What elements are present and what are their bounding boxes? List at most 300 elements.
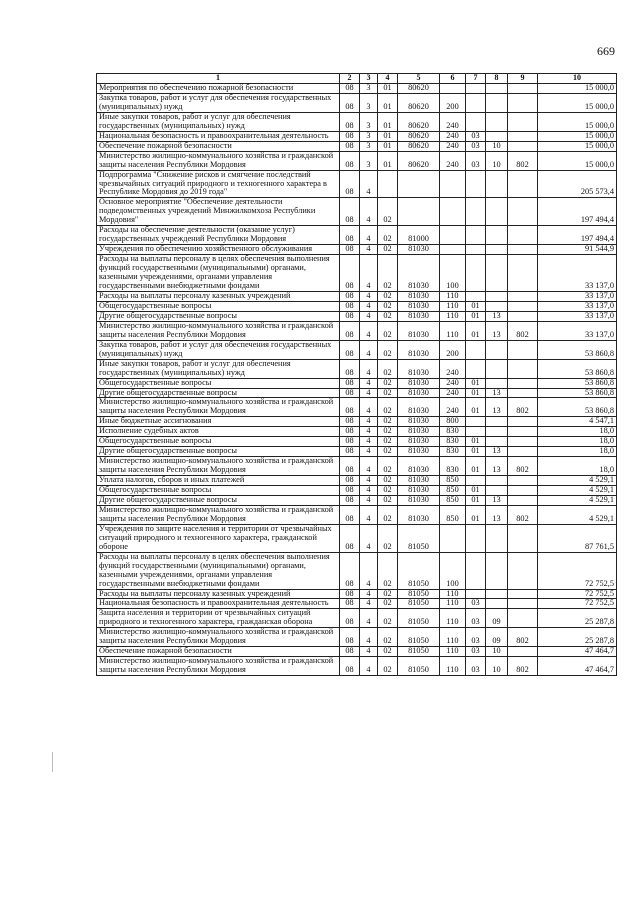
amount-cell: 4 547,1 [538,417,617,427]
section-cell: 01 [466,311,486,321]
grbs-code-cell [508,245,538,255]
page-number: 669 [597,44,615,58]
subsection-cell: 13 [486,505,508,524]
grbs-code-cell [508,112,538,131]
amount-cell: 33 137,0 [538,255,617,292]
expense-name-cell: Общегосударственные вопросы [97,378,340,388]
program-code-cell: 3 [360,84,378,94]
expense-type-cell: 110 [440,311,466,321]
program-code-cell: 3 [360,112,378,131]
expense-type-cell: 240 [440,378,466,388]
expense-type-cell: 110 [440,647,466,657]
grbs-code-cell [508,589,538,599]
expense-name-cell: Другие общегосударственные вопросы [97,447,340,457]
target-article-cell [398,198,440,226]
section-cell [466,524,486,552]
section-cell: 01 [466,398,486,417]
expense-name-cell: Расходы на выплаты персоналу в целях обеспечения выполнения функций государственными (муниципальными) органами, казенными учреждениями, органами управления государственными внебюджетными фондами [97,255,340,292]
subprogram-code-cell: 02 [378,226,398,245]
subsection-cell: 10 [486,141,508,151]
expense-type-cell: 830 [440,437,466,447]
table-row [97,93,617,112]
table-row [97,609,617,628]
program-code-cell: 4 [360,524,378,552]
program-code-cell: 4 [360,647,378,657]
grbs-code-cell [508,476,538,486]
subsection-cell: 13 [486,495,508,505]
target-article-cell: 81030 [398,447,440,457]
subsection-cell [486,417,508,427]
target-article-cell: 81050 [398,657,440,676]
expense-name-cell: Основное мероприятие "Обеспечение деятельности подведомственных учреждений Минжилкомхоза Республики Мордовия" [97,198,340,226]
subprogram-code-cell: 02 [378,437,398,447]
table-row [97,647,617,657]
grbs-code-cell [508,388,538,398]
grbs-code-cell [508,131,538,141]
ministry-code-cell: 08 [340,599,360,609]
ministry-code-cell: 08 [340,170,360,198]
expense-type-cell: 850 [440,495,466,505]
section-cell: 01 [466,495,486,505]
grbs-code-cell [508,599,538,609]
target-article-cell: 81030 [398,486,440,496]
expense-type-cell: 100 [440,255,466,292]
subprogram-code-cell: 01 [378,93,398,112]
grbs-code-cell: 802 [508,457,538,476]
subprogram-code-cell: 01 [378,131,398,141]
expense-name-cell: Иные закупки товаров, работ и услуг для обеспечения государственных (муниципальных) нужд [97,359,340,378]
scan-margin-mark [52,752,53,772]
table-row [97,457,617,476]
subprogram-code-cell: 01 [378,112,398,131]
expense-name-cell: Расходы на выплаты персоналу в целях обеспечения выполнения функций государственными (муниципальными) органами, казенными учреждениями, органами управления государственными внебюджетными фондами [97,552,340,589]
section-cell [466,552,486,589]
subsection-cell [486,599,508,609]
section-cell: 03 [466,657,486,676]
target-article-cell: 81030 [398,495,440,505]
expense-type-cell: 200 [440,93,466,112]
ministry-code-cell: 08 [340,141,360,151]
program-code-cell: 4 [360,321,378,340]
amount-cell: 15 000,0 [538,151,617,170]
expense-name-cell: Другие общегосударственные вопросы [97,388,340,398]
table-row [97,359,617,378]
expense-name-cell: Национальная безопасность и правоохранительная деятельность [97,131,340,141]
table-row [97,245,617,255]
grbs-code-cell [508,437,538,447]
expense-name-cell: Расходы на выплаты персоналу казенных учреждений [97,589,340,599]
column-header: 9 [508,74,538,84]
target-article-cell: 81030 [398,245,440,255]
expense-name-cell: Общегосударственные вопросы [97,437,340,447]
ministry-code-cell: 08 [340,427,360,437]
expense-type-cell: 850 [440,505,466,524]
expense-type-cell: 240 [440,398,466,417]
program-code-cell: 4 [360,255,378,292]
expense-name-cell: Иные бюджетные ассигнования [97,417,340,427]
target-article-cell: 81030 [398,457,440,476]
section-cell: 01 [466,388,486,398]
program-code-cell: 4 [360,486,378,496]
grbs-code-cell: 802 [508,151,538,170]
amount-cell: 197 494,4 [538,226,617,245]
expense-name-cell: Закупка товаров, работ и услуг для обеспечения государственных (муниципальных) нужд [97,340,340,359]
expense-name-cell: Защита населения и территории от чрезвычайных ситуаций природного и техногенного характера, гражданская оборона [97,609,340,628]
subsection-cell [486,131,508,141]
expense-name-cell: Учреждения по обеспечению хозяйственного обслуживания [97,245,340,255]
ministry-code-cell: 08 [340,457,360,476]
expense-name-cell: Министерство жилищно-коммунального хозяйства и гражданской защиты населения Республики Мордовия [97,505,340,524]
subprogram-code-cell: 02 [378,476,398,486]
subprogram-code-cell: 02 [378,552,398,589]
section-cell: 03 [466,599,486,609]
amount-cell: 15 000,0 [538,93,617,112]
grbs-code-cell [508,141,538,151]
ministry-code-cell: 08 [340,647,360,657]
grbs-code-cell [508,170,538,198]
target-article-cell: 80620 [398,131,440,141]
section-cell [466,198,486,226]
ministry-code-cell: 08 [340,524,360,552]
program-code-cell: 4 [360,378,378,388]
subprogram-code-cell: 01 [378,84,398,94]
amount-cell: 205 573,4 [538,170,617,198]
amount-cell: 4 529,1 [538,495,617,505]
section-cell [466,291,486,301]
subsection-cell [486,486,508,496]
table-row [97,437,617,447]
subprogram-code-cell: 02 [378,486,398,496]
ministry-code-cell: 08 [340,301,360,311]
amount-cell: 15 000,0 [538,84,617,94]
column-header: 7 [466,74,486,84]
subsection-cell: 13 [486,311,508,321]
table-row [97,505,617,524]
target-article-cell: 81030 [398,398,440,417]
section-cell [466,226,486,245]
program-code-cell: 4 [360,552,378,589]
amount-cell: 72 752,5 [538,589,617,599]
program-code-cell: 4 [360,427,378,437]
expense-name-cell: Министерство жилищно-коммунального хозяйства и гражданской защиты населения Республики Мордовия [97,321,340,340]
subprogram-code-cell: 02 [378,495,398,505]
table-row [97,198,617,226]
subsection-cell [486,437,508,447]
ministry-code-cell: 08 [340,388,360,398]
target-article-cell: 81030 [398,291,440,301]
ministry-code-cell: 08 [340,291,360,301]
expense-name-cell: Учреждения по защите населения и территории от чрезвычайных ситуаций природного и техногенного характера, гражданской обороне [97,524,340,552]
subprogram-code-cell: 02 [378,301,398,311]
ministry-code-cell: 08 [340,198,360,226]
subprogram-code-cell: 02 [378,255,398,292]
table-row [97,398,617,417]
amount-cell: 15 000,0 [538,131,617,141]
expense-name-cell: Министерство жилищно-коммунального хозяйства и гражданской защиты населения Республики Мордовия [97,151,340,170]
table-row [97,495,617,505]
amount-cell: 33 137,0 [538,301,617,311]
subsection-cell [486,170,508,198]
target-article-cell: 81050 [398,552,440,589]
expense-name-cell: Министерство жилищно-коммунального хозяйства и гражданской защиты населения Республики Мордовия [97,628,340,647]
ministry-code-cell: 08 [340,589,360,599]
amount-cell: 18,0 [538,457,617,476]
expense-type-cell [440,524,466,552]
table-row [97,291,617,301]
expense-type-cell: 110 [440,657,466,676]
amount-cell: 53 860,8 [538,340,617,359]
grbs-code-cell [508,93,538,112]
expense-type-cell: 110 [440,628,466,647]
amount-cell: 18,0 [538,437,617,447]
subsection-cell [486,245,508,255]
expense-name-cell: Обеспечение пожарной безопасности [97,141,340,151]
section-cell: 03 [466,131,486,141]
table-row [97,340,617,359]
grbs-code-cell [508,84,538,94]
column-header: 10 [538,74,617,84]
target-article-cell: 80620 [398,141,440,151]
grbs-code-cell [508,255,538,292]
expense-type-cell: 240 [440,388,466,398]
target-article-cell: 81030 [398,388,440,398]
ministry-code-cell: 08 [340,476,360,486]
amount-cell: 91 544,9 [538,245,617,255]
section-cell: 01 [466,321,486,340]
subprogram-code-cell: 02 [378,321,398,340]
ministry-code-cell: 08 [340,340,360,359]
budget-table-body [97,84,617,676]
target-article-cell: 81030 [398,301,440,311]
program-code-cell: 3 [360,151,378,170]
expense-type-cell [440,84,466,94]
table-row [97,447,617,457]
subsection-cell: 13 [486,388,508,398]
column-header: 2 [340,74,360,84]
table-row [97,476,617,486]
program-code-cell: 4 [360,291,378,301]
grbs-code-cell [508,495,538,505]
amount-cell: 4 529,1 [538,505,617,524]
grbs-code-cell [508,524,538,552]
grbs-code-cell [508,311,538,321]
subsection-cell [486,427,508,437]
section-cell: 01 [466,378,486,388]
ministry-code-cell: 08 [340,398,360,417]
expense-type-cell: 200 [440,340,466,359]
program-code-cell: 4 [360,505,378,524]
target-article-cell: 81030 [398,255,440,292]
section-cell: 03 [466,609,486,628]
target-article-cell: 80620 [398,112,440,131]
expense-name-cell: Министерство жилищно-коммунального хозяйства и гражданской защиты населения Республики Мордовия [97,657,340,676]
subprogram-code-cell: 02 [378,589,398,599]
table-row [97,170,617,198]
subprogram-code-cell: 02 [378,457,398,476]
subsection-cell [486,359,508,378]
subsection-cell [486,524,508,552]
expense-type-cell [440,226,466,245]
table-row [97,417,617,427]
program-code-cell: 3 [360,93,378,112]
expense-type-cell: 110 [440,301,466,311]
program-code-cell: 4 [360,447,378,457]
program-code-cell: 4 [360,226,378,245]
subprogram-code-cell: 02 [378,359,398,378]
subsection-cell [486,476,508,486]
expense-type-cell: 110 [440,589,466,599]
target-article-cell: 81050 [398,599,440,609]
expense-name-cell: Мероприятия по обеспечению пожарной безопасности [97,84,340,94]
column-header: 6 [440,74,466,84]
ministry-code-cell: 08 [340,486,360,496]
ministry-code-cell: 08 [340,495,360,505]
expense-name-cell: Общегосударственные вопросы [97,486,340,496]
ministry-code-cell: 08 [340,505,360,524]
subprogram-code-cell: 02 [378,647,398,657]
table-row [97,599,617,609]
amount-cell: 15 000,0 [538,112,617,131]
amount-cell: 18,0 [538,427,617,437]
program-code-cell: 4 [360,417,378,427]
program-code-cell: 3 [360,141,378,151]
expense-name-cell: Министерство жилищно-коммунального хозяйства и гражданской защиты населения Республики Мордовия [97,398,340,417]
grbs-code-cell [508,417,538,427]
expense-type-cell: 800 [440,417,466,427]
subprogram-code-cell: 02 [378,599,398,609]
section-cell: 01 [466,301,486,311]
ministry-code-cell: 08 [340,447,360,457]
ministry-code-cell: 08 [340,93,360,112]
ministry-code-cell: 08 [340,321,360,340]
grbs-code-cell [508,486,538,496]
section-cell [466,476,486,486]
target-article-cell: 81050 [398,609,440,628]
ministry-code-cell: 08 [340,552,360,589]
expense-type-cell: 240 [440,141,466,151]
ministry-code-cell: 08 [340,84,360,94]
grbs-code-cell [508,427,538,437]
column-header: 1 [97,74,340,84]
subprogram-code-cell: 02 [378,427,398,437]
subsection-cell [486,198,508,226]
subprogram-code-cell: 02 [378,628,398,647]
expense-type-cell: 110 [440,599,466,609]
amount-cell: 72 752,5 [538,599,617,609]
grbs-code-cell [508,226,538,245]
subsection-cell [486,301,508,311]
amount-cell: 4 529,1 [538,486,617,496]
section-cell: 03 [466,151,486,170]
target-article-cell: 80620 [398,151,440,170]
target-article-cell: 81030 [398,340,440,359]
ministry-code-cell: 08 [340,131,360,141]
amount-cell: 4 529,1 [538,476,617,486]
amount-cell: 53 860,8 [538,378,617,388]
expense-name-cell: Иные закупки товаров, работ и услуг для обеспечения государственных (муниципальных) нужд [97,112,340,131]
program-code-cell: 4 [360,589,378,599]
grbs-code-cell: 802 [508,398,538,417]
expense-type-cell: 830 [440,447,466,457]
target-article-cell: 81030 [398,476,440,486]
program-code-cell: 4 [360,245,378,255]
column-header: 8 [486,74,508,84]
grbs-code-cell [508,301,538,311]
expense-name-cell: Подпрограмма "Снижение рисков и смягчение последствий чрезвычайных ситуаций природного и техногенного характера в Республике Мордовия до 2019 года" [97,170,340,198]
program-code-cell: 4 [360,599,378,609]
table-row [97,628,617,647]
subsection-cell: 13 [486,447,508,457]
subprogram-code-cell: 01 [378,141,398,151]
subprogram-code-cell: 02 [378,398,398,417]
section-cell [466,255,486,292]
expense-name-cell: Закупка товаров, работ и услуг для обеспечения государственных (муниципальных) нужд [97,93,340,112]
amount-cell: 72 752,5 [538,552,617,589]
table-row [97,589,617,599]
expense-name-cell: Министерство жилищно-коммунального хозяйства и гражданской защиты населения Республики Мордовия [97,457,340,476]
target-article-cell: 81030 [398,417,440,427]
table-row [97,657,617,676]
subprogram-code-cell [378,170,398,198]
ministry-code-cell: 08 [340,311,360,321]
section-cell [466,112,486,131]
expense-name-cell: Общегосударственные вопросы [97,301,340,311]
column-header: 4 [378,74,398,84]
expense-type-cell [440,170,466,198]
section-cell: 01 [466,447,486,457]
subsection-cell [486,112,508,131]
program-code-cell: 4 [360,476,378,486]
grbs-code-cell: 802 [508,505,538,524]
ministry-code-cell: 08 [340,378,360,388]
subprogram-code-cell: 02 [378,657,398,676]
table-row [97,388,617,398]
program-code-cell: 4 [360,198,378,226]
amount-cell: 18,0 [538,447,617,457]
grbs-code-cell [508,552,538,589]
subsection-cell [486,552,508,589]
ministry-code-cell: 08 [340,226,360,245]
program-code-cell: 4 [360,388,378,398]
section-cell [466,93,486,112]
amount-cell: 53 860,8 [538,359,617,378]
target-article-cell: 81000 [398,226,440,245]
expense-type-cell: 110 [440,321,466,340]
grbs-code-cell: 802 [508,657,538,676]
subprogram-code-cell: 02 [378,417,398,427]
subprogram-code-cell: 02 [378,340,398,359]
section-cell: 03 [466,647,486,657]
table-row [97,321,617,340]
subprogram-code-cell: 01 [378,151,398,170]
grbs-code-cell: 802 [508,321,538,340]
section-cell [466,427,486,437]
expense-type-cell: 830 [440,457,466,476]
target-article-cell: 81030 [398,505,440,524]
table-row [97,311,617,321]
subsection-cell: 13 [486,457,508,476]
subprogram-code-cell: 02 [378,505,398,524]
subsection-cell: 13 [486,398,508,417]
ministry-code-cell: 08 [340,255,360,292]
amount-cell: 25 287,8 [538,609,617,628]
target-article-cell: 80620 [398,93,440,112]
subsection-cell [486,93,508,112]
column-header: 5 [398,74,440,84]
subsection-cell: 10 [486,657,508,676]
amount-cell: 47 464,7 [538,657,617,676]
section-cell: 01 [466,486,486,496]
